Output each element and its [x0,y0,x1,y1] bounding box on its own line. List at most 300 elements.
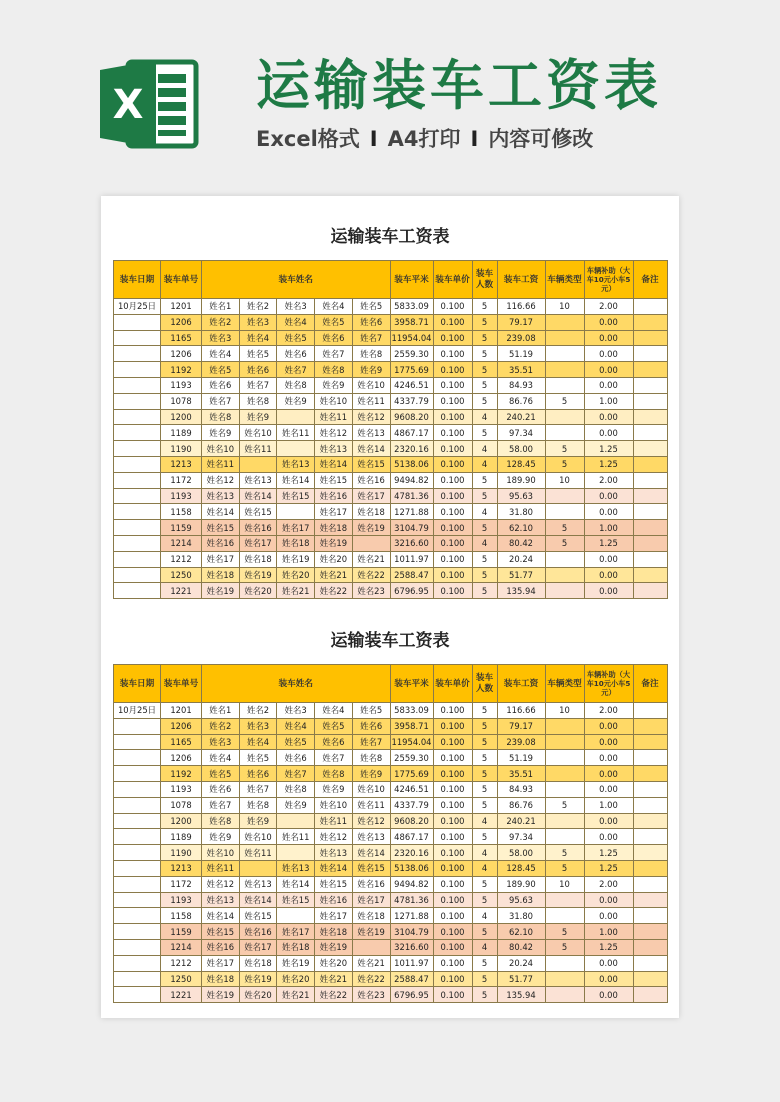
cell-name: 姓名10 [352,781,390,797]
cell-no: 1213 [161,860,202,876]
cell-name: 姓名20 [239,987,277,1003]
cell-subsidy: 2.00 [584,703,633,719]
cell-name: 姓名11 [352,393,390,409]
cell-price: 0.100 [433,845,472,861]
cell-people: 5 [472,583,497,599]
cell-people: 5 [472,551,497,567]
cell-area: 1775.69 [390,362,433,378]
cell-wage: 240.21 [497,813,545,829]
cell-note [633,892,667,908]
cell-date [114,551,161,567]
table-row [114,908,668,924]
cell-date [114,520,161,536]
cell-area: 1271.88 [390,504,433,520]
cell-name: 姓名14 [202,908,240,924]
cell-price: 0.100 [433,314,472,330]
cell-price: 0.100 [433,766,472,782]
cell-area: 5833.09 [390,299,433,315]
cell-name [239,456,277,472]
cell-name: 姓名3 [277,703,315,719]
cell-name: 姓名14 [202,504,240,520]
cell-name: 姓名15 [352,860,390,876]
cell-price: 0.100 [433,987,472,1003]
cell-note [633,504,667,520]
cell-name: 姓名22 [352,567,390,583]
cell-name: 姓名6 [352,718,390,734]
cell-type [545,567,584,583]
cell-wage: 20.24 [497,955,545,971]
cell-subsidy: 0.00 [584,750,633,766]
cell-area: 9494.82 [390,472,433,488]
cell-people: 5 [472,750,497,766]
cell-no: 1078 [161,393,202,409]
cell-name: 姓名13 [315,845,353,861]
cell-date [114,781,161,797]
cell-type [545,781,584,797]
cell-date [114,362,161,378]
cell-name: 姓名19 [315,939,353,955]
cell-type: 5 [545,456,584,472]
cell-no: 1172 [161,472,202,488]
cell-price: 0.100 [433,393,472,409]
cell-date [114,377,161,393]
col-wage: 装车工资 [497,665,545,703]
cell-name: 姓名21 [277,987,315,1003]
table-row [114,797,668,813]
cell-date [114,939,161,955]
cell-people: 5 [472,314,497,330]
cell-name: 姓名20 [315,551,353,567]
col-subsidy: 车辆补助（大车10元小车5元） [584,665,633,703]
cell-date [114,567,161,583]
cell-wage: 128.45 [497,456,545,472]
cell-no: 1200 [161,813,202,829]
cell-name: 姓名17 [277,520,315,536]
cell-name: 姓名18 [315,520,353,536]
cell-name: 姓名9 [352,766,390,782]
cell-name: 姓名15 [277,488,315,504]
cell-date [114,892,161,908]
cell-name: 姓名5 [352,299,390,315]
cell-no: 1200 [161,409,202,425]
cell-name: 姓名20 [315,955,353,971]
cell-area: 11954.04 [390,330,433,346]
cell-name: 姓名13 [239,472,277,488]
cell-name: 姓名9 [277,797,315,813]
cell-no: 1159 [161,520,202,536]
cell-name: 姓名9 [239,409,277,425]
cell-no: 1189 [161,829,202,845]
cell-note [633,314,667,330]
cell-name: 姓名5 [277,734,315,750]
table-row [114,567,668,583]
cell-area: 5138.06 [390,456,433,472]
cell-date [114,314,161,330]
cell-name: 姓名7 [315,346,353,362]
cell-name: 姓名1 [202,299,240,315]
cell-date [114,425,161,441]
cell-type [545,955,584,971]
cell-name: 姓名14 [277,472,315,488]
cell-wage: 239.08 [497,734,545,750]
cell-name: 姓名12 [202,472,240,488]
cell-name: 姓名19 [352,924,390,940]
cell-price: 0.100 [433,472,472,488]
cell-area: 6796.95 [390,987,433,1003]
cell-price: 0.100 [433,876,472,892]
cell-note [633,860,667,876]
col-names: 装车姓名 [202,665,391,703]
cell-people: 5 [472,718,497,734]
cell-name: 姓名8 [315,766,353,782]
cell-price: 0.100 [433,441,472,457]
cell-name: 姓名8 [315,362,353,378]
cell-name: 姓名9 [277,393,315,409]
cell-name: 姓名12 [315,425,353,441]
cell-date [114,488,161,504]
cell-price: 0.100 [433,971,472,987]
cell-price: 0.100 [433,583,472,599]
col-note: 备注 [633,261,667,299]
cell-people: 5 [472,520,497,536]
cell-people: 5 [472,346,497,362]
cell-subsidy: 0.00 [584,314,633,330]
cell-no: 1213 [161,456,202,472]
col-type: 车辆类型 [545,261,584,299]
cell-area: 5138.06 [390,860,433,876]
cell-price: 0.100 [433,718,472,734]
cell-subsidy: 0.00 [584,718,633,734]
table-row [114,330,668,346]
cell-no: 1212 [161,955,202,971]
cell-name: 姓名7 [202,797,240,813]
cell-type: 5 [545,535,584,551]
cell-subsidy: 1.25 [584,535,633,551]
cell-people: 4 [472,813,497,829]
cell-subsidy: 1.00 [584,520,633,536]
cell-name: 姓名13 [352,425,390,441]
cell-note [633,924,667,940]
cell-name: 姓名4 [202,346,240,362]
cell-no: 1221 [161,987,202,1003]
cell-price: 0.100 [433,346,472,362]
cell-note [633,551,667,567]
cell-name: 姓名2 [202,314,240,330]
cell-no: 1192 [161,766,202,782]
cell-name: 姓名11 [202,456,240,472]
cell-name: 姓名8 [352,750,390,766]
cell-price: 0.100 [433,955,472,971]
table-row [114,750,668,766]
cell-wage: 189.90 [497,472,545,488]
table-row [114,472,668,488]
cell-subsidy: 0.00 [584,987,633,1003]
cell-name: 姓名5 [315,314,353,330]
cell-wage: 116.66 [497,703,545,719]
cell-name: 姓名6 [277,346,315,362]
cell-name: 姓名3 [202,330,240,346]
cell-no: 1206 [161,750,202,766]
cell-name: 姓名18 [277,939,315,955]
page-title: 运输装车工资表 [256,54,662,117]
cell-name: 姓名8 [352,346,390,362]
cell-area: 3958.71 [390,718,433,734]
cell-subsidy: 1.25 [584,456,633,472]
cell-name: 姓名11 [315,813,353,829]
cell-name: 姓名3 [277,299,315,315]
excel-logo-icon [100,56,200,152]
cell-people: 5 [472,971,497,987]
cell-price: 0.100 [433,299,472,315]
cell-name: 姓名20 [239,583,277,599]
cell-area: 4867.17 [390,425,433,441]
cell-date: 10月25日 [114,703,161,719]
col-people: 装车人数 [472,665,497,703]
cell-date [114,908,161,924]
cell-area: 11954.04 [390,734,433,750]
cell-name: 姓名19 [202,583,240,599]
cell-note [633,876,667,892]
cell-subsidy: 0.00 [584,829,633,845]
cell-date [114,829,161,845]
cell-price: 0.100 [433,750,472,766]
cell-subsidy: 0.00 [584,409,633,425]
cell-people: 5 [472,488,497,504]
col-names: 装车姓名 [202,261,391,299]
cell-name: 姓名7 [239,781,277,797]
cell-no: 1214 [161,535,202,551]
page-header [0,0,780,190]
cell-name: 姓名14 [352,845,390,861]
cell-note [633,766,667,782]
cell-people: 4 [472,845,497,861]
cell-note [633,488,667,504]
cell-note [633,299,667,315]
cell-subsidy: 0.00 [584,583,633,599]
cell-no: 1158 [161,504,202,520]
cell-note [633,583,667,599]
cell-name: 姓名5 [239,346,277,362]
cell-note [633,718,667,734]
cell-name: 姓名12 [352,409,390,425]
cell-name: 姓名14 [315,860,353,876]
cell-date [114,583,161,599]
cell-name: 姓名17 [315,908,353,924]
cell-no: 1193 [161,781,202,797]
cell-people: 5 [472,567,497,583]
cell-people: 4 [472,860,497,876]
cell-name: 姓名3 [239,718,277,734]
cell-note [633,908,667,924]
cell-wage: 116.66 [497,299,545,315]
cell-note [633,955,667,971]
cell-type [545,813,584,829]
cell-name: 姓名13 [352,829,390,845]
table-row [114,456,668,472]
document-page [101,196,679,1018]
cell-wage: 84.93 [497,781,545,797]
table-row [114,441,668,457]
cell-people: 5 [472,425,497,441]
cell-note [633,409,667,425]
cell-type [545,766,584,782]
cell-name: 姓名19 [202,987,240,1003]
cell-date: 10月25日 [114,299,161,315]
cell-subsidy: 0.00 [584,766,633,782]
table-row [114,362,668,378]
cell-area: 4246.51 [390,781,433,797]
subtitle-format: Excel格式 [256,127,360,151]
cell-date [114,797,161,813]
cell-type [545,908,584,924]
cell-people: 4 [472,908,497,924]
col-people: 装车人数 [472,261,497,299]
cell-people: 5 [472,393,497,409]
table-row [114,346,668,362]
cell-price: 0.100 [433,567,472,583]
cell-area: 9608.20 [390,409,433,425]
cell-subsidy: 1.00 [584,797,633,813]
cell-name: 姓名5 [202,362,240,378]
cell-name: 姓名6 [239,362,277,378]
cell-name: 姓名19 [239,567,277,583]
cell-people: 5 [472,924,497,940]
separator: I [470,127,479,151]
cell-name: 姓名4 [202,750,240,766]
cell-wage: 79.17 [497,718,545,734]
cell-name: 姓名7 [277,766,315,782]
cell-wage: 31.80 [497,504,545,520]
cell-type [545,488,584,504]
cell-subsidy: 1.25 [584,441,633,457]
cell-people: 5 [472,734,497,750]
table-row [114,813,668,829]
table-row [114,488,668,504]
cell-price: 0.100 [433,425,472,441]
cell-type: 10 [545,472,584,488]
cell-name: 姓名10 [352,377,390,393]
cell-name: 姓名4 [277,718,315,734]
cell-name: 姓名6 [202,781,240,797]
cell-name: 姓名4 [277,314,315,330]
cell-people: 5 [472,955,497,971]
table-title: 运输装车工资表 [330,631,450,651]
cell-name: 姓名14 [277,876,315,892]
cell-people: 5 [472,330,497,346]
cell-price: 0.100 [433,504,472,520]
cell-name: 姓名23 [352,987,390,1003]
cell-name: 姓名11 [277,425,315,441]
table-row [114,299,668,315]
cell-subsidy: 0.00 [584,908,633,924]
cell-people: 4 [472,939,497,955]
cell-note [633,939,667,955]
cell-name: 姓名18 [239,955,277,971]
cell-area: 3104.79 [390,924,433,940]
cell-area: 9494.82 [390,876,433,892]
cell-name: 姓名5 [277,330,315,346]
cell-note [633,781,667,797]
table-row [114,829,668,845]
cell-name [239,860,277,876]
cell-wage: 189.90 [497,876,545,892]
wage-table [113,664,668,1003]
cell-wage: 51.19 [497,750,545,766]
cell-type [545,892,584,908]
cell-name [277,908,315,924]
cell-wage: 51.19 [497,346,545,362]
cell-wage: 62.10 [497,924,545,940]
cell-name: 姓名15 [277,892,315,908]
cell-area: 3216.60 [390,939,433,955]
cell-name: 姓名21 [352,551,390,567]
cell-people: 5 [472,377,497,393]
cell-subsidy: 0.00 [584,813,633,829]
col-area: 装车平米 [390,665,433,703]
cell-price: 0.100 [433,892,472,908]
cell-name: 姓名17 [202,551,240,567]
cell-wage: 51.77 [497,567,545,583]
col-price: 装车单价 [433,261,472,299]
cell-subsidy: 0.00 [584,892,633,908]
cell-name: 姓名16 [239,924,277,940]
cell-date [114,987,161,1003]
cell-subsidy: 0.00 [584,377,633,393]
cell-name: 姓名7 [315,750,353,766]
cell-price: 0.100 [433,488,472,504]
cell-name: 姓名18 [277,535,315,551]
cell-name: 姓名11 [352,797,390,813]
cell-type: 5 [545,924,584,940]
cell-area: 2320.16 [390,441,433,457]
cell-name [277,504,315,520]
cell-note [633,971,667,987]
cell-name: 姓名11 [315,409,353,425]
cell-name: 姓名15 [239,908,277,924]
subtitle-editable: 内容可修改 [488,127,594,151]
cell-name: 姓名23 [352,583,390,599]
cell-name: 姓名17 [315,504,353,520]
cell-note [633,441,667,457]
cell-note [633,456,667,472]
cell-date [114,330,161,346]
cell-wage: 79.17 [497,314,545,330]
cell-people: 5 [472,703,497,719]
cell-note [633,567,667,583]
cell-wage: 80.42 [497,939,545,955]
cell-name: 姓名12 [202,876,240,892]
cell-price: 0.100 [433,860,472,876]
cell-name: 姓名15 [202,520,240,536]
cell-people: 5 [472,829,497,845]
cell-name: 姓名16 [202,939,240,955]
cell-area: 2559.30 [390,346,433,362]
table-row [114,409,668,425]
col-date: 装车日期 [114,665,161,703]
table-row [114,734,668,750]
cell-type: 5 [545,939,584,955]
cell-note [633,813,667,829]
cell-name: 姓名11 [202,860,240,876]
cell-people: 4 [472,409,497,425]
cell-name: 姓名8 [277,377,315,393]
cell-date [114,924,161,940]
cell-name: 姓名14 [315,456,353,472]
cell-date [114,845,161,861]
cell-type [545,750,584,766]
table-row [114,504,668,520]
cell-type: 5 [545,520,584,536]
